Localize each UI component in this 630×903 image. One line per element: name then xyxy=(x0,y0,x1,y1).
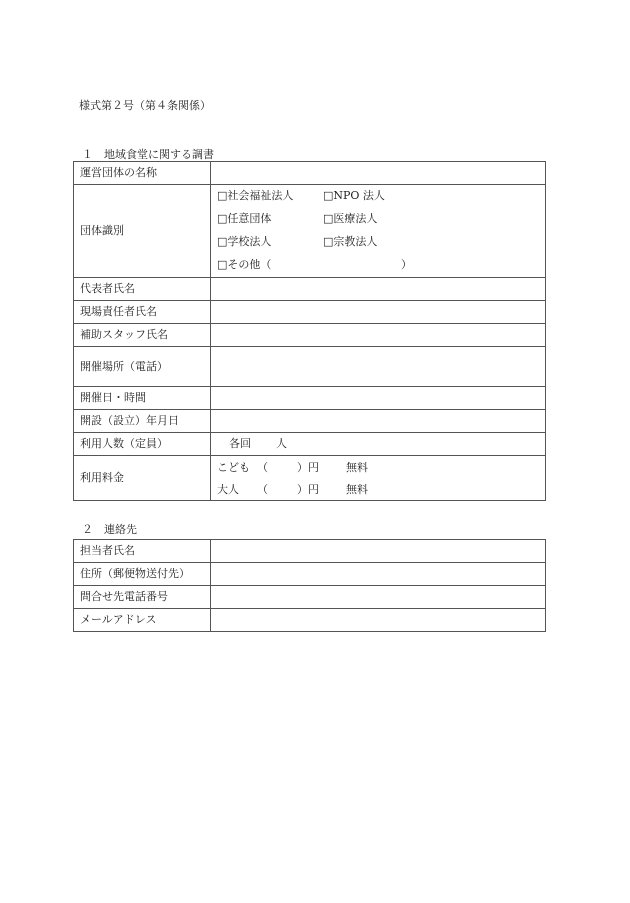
fee-adult-open: （ xyxy=(257,483,268,496)
option-other-close: ） xyxy=(401,258,412,271)
phone-label: 問合せ先電話番号 xyxy=(74,586,211,609)
address-label: 住所（郵便物送付先） xyxy=(74,563,211,586)
table-row xyxy=(74,540,546,563)
fee-field xyxy=(211,456,546,501)
email-label: メールアドレス xyxy=(74,609,211,632)
fee-child-free[interactable]: 無料 xyxy=(346,461,368,474)
table-row xyxy=(74,347,546,387)
established-field[interactable] xyxy=(211,410,546,433)
org-type-label: 団体識別 xyxy=(74,185,211,278)
table-row xyxy=(74,563,546,586)
assistant-staff-label: 補助スタッフ氏名 xyxy=(74,324,211,347)
option-religious[interactable]: □宗教法人 xyxy=(323,235,378,248)
table-row xyxy=(74,433,546,456)
section1-table xyxy=(73,161,546,501)
table-row xyxy=(74,410,546,433)
fee-child-close: ）円 xyxy=(297,461,319,474)
representative-field[interactable] xyxy=(211,278,546,301)
option-npo[interactable]: □NPO 法人 xyxy=(323,189,385,202)
table-row xyxy=(74,609,546,632)
capacity-prefix: 各回 xyxy=(229,437,251,450)
fee-adult-close: ）円 xyxy=(297,483,319,496)
table-row xyxy=(74,278,546,301)
table-row xyxy=(74,586,546,609)
fee-child-label: こども xyxy=(217,461,250,474)
option-other[interactable]: □その他（ xyxy=(217,258,272,271)
fee-child-open: （ xyxy=(257,461,268,474)
fee-adult-free[interactable]: 無料 xyxy=(346,483,368,496)
option-school[interactable]: □学校法人 xyxy=(217,235,272,248)
address-field[interactable] xyxy=(211,563,546,586)
venue-label: 開催場所（電話） xyxy=(74,347,211,387)
section2-heading: ２ 連絡先 xyxy=(82,523,137,536)
fee-label: 利用料金 xyxy=(74,456,211,501)
schedule-field[interactable] xyxy=(211,387,546,410)
assistant-staff-field[interactable] xyxy=(211,324,546,347)
email-field[interactable] xyxy=(211,609,546,632)
established-label: 開設（設立）年月日 xyxy=(74,410,211,433)
phone-field[interactable] xyxy=(211,586,546,609)
site-manager-field[interactable] xyxy=(211,301,546,324)
option-medical[interactable]: □医療法人 xyxy=(323,212,378,225)
venue-field[interactable] xyxy=(211,347,546,387)
table-row xyxy=(74,301,546,324)
site-manager-label: 現場責任者氏名 xyxy=(74,301,211,324)
capacity-label: 利用人数（定員） xyxy=(74,433,211,456)
schedule-label: 開催日・時間 xyxy=(74,387,211,410)
form-number: 様式第２号（第４条関係） xyxy=(79,99,211,112)
fee-adult-label: 大人 xyxy=(217,483,239,496)
contact-person-label: 担当者氏名 xyxy=(74,540,211,563)
org-type-field xyxy=(211,185,546,278)
table-row xyxy=(74,185,546,278)
org-name-label: 運営団体の名称 xyxy=(74,162,211,185)
capacity-field[interactable] xyxy=(211,433,546,456)
section1-heading: １ 地域食堂に関する調書 xyxy=(82,148,214,161)
org-name-field[interactable] xyxy=(211,162,546,185)
representative-label: 代表者氏名 xyxy=(74,278,211,301)
table-row xyxy=(74,324,546,347)
option-social-welfare[interactable]: □社会福祉法人 xyxy=(217,189,294,202)
table-row xyxy=(74,387,546,410)
contact-person-field[interactable] xyxy=(211,540,546,563)
capacity-suffix: 人 xyxy=(276,437,287,450)
table-row xyxy=(74,162,546,185)
table-row xyxy=(74,456,546,501)
section2-table xyxy=(73,539,546,632)
option-voluntary[interactable]: □任意団体 xyxy=(217,212,272,225)
